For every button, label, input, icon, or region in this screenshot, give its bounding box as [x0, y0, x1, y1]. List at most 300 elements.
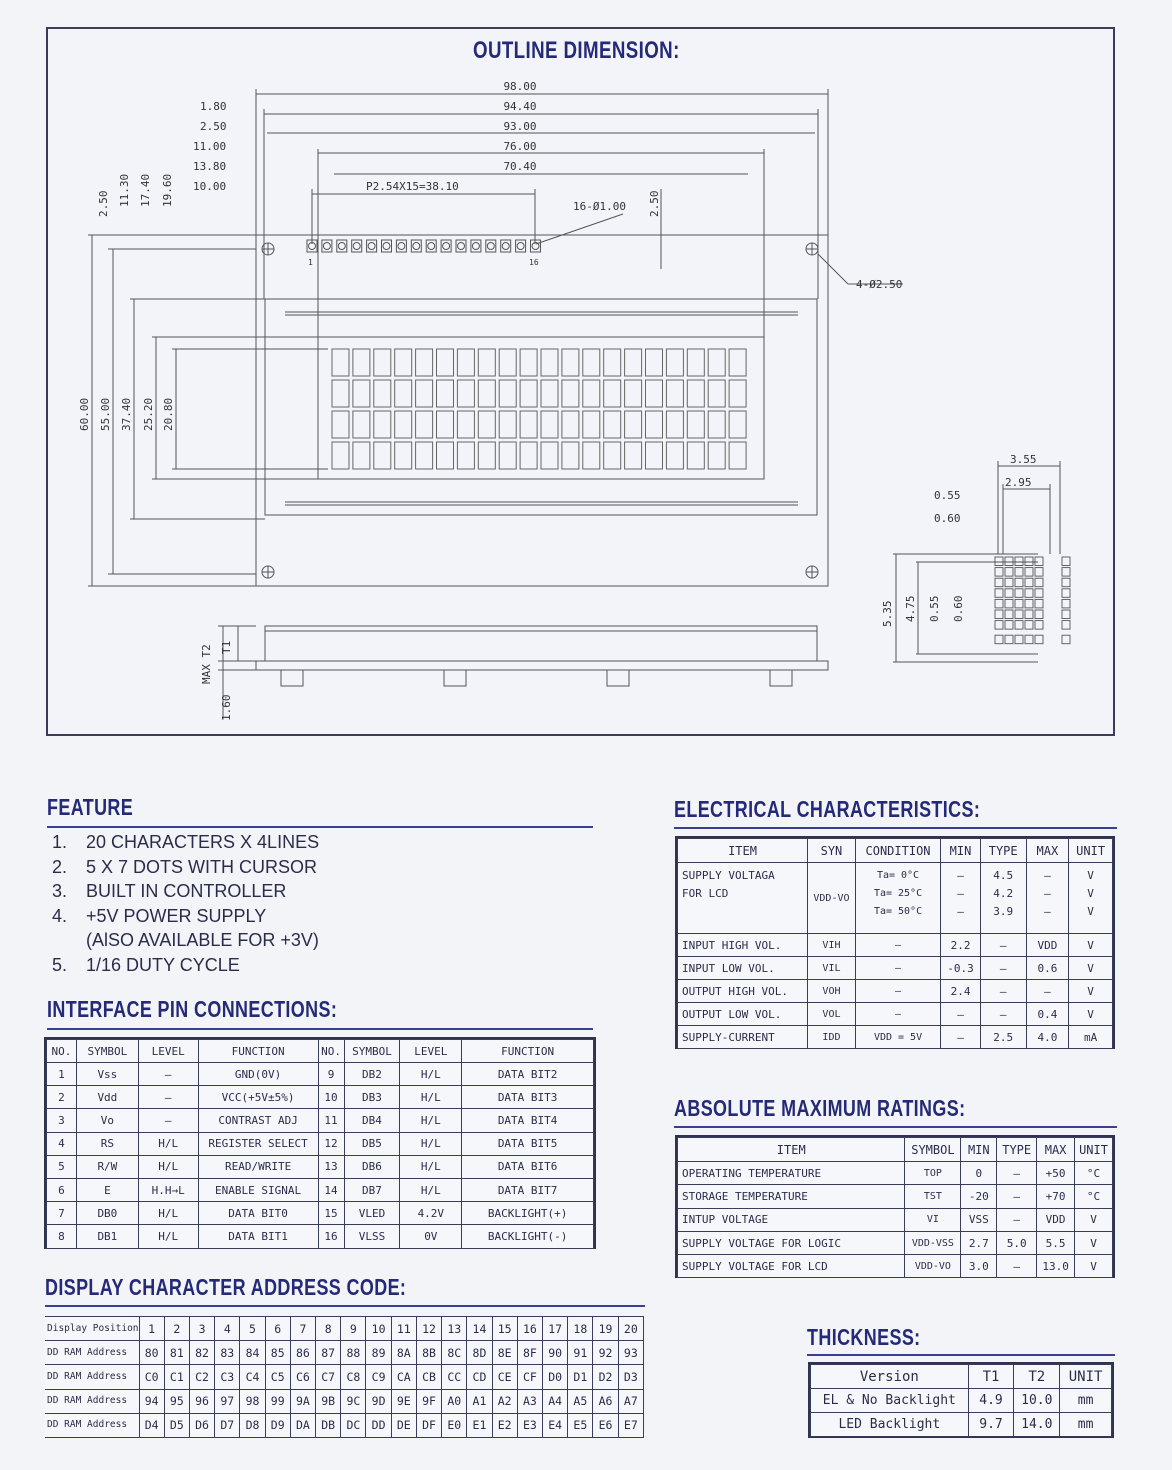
supply-types-value: 4.5	[993, 869, 1014, 882]
dot	[995, 589, 1003, 598]
side-label-t2: MAX T2	[200, 644, 213, 684]
cell: 18	[568, 1317, 593, 1341]
cell: 19	[593, 1317, 618, 1341]
cell: H.H→L	[138, 1178, 198, 1201]
character-cell	[395, 380, 412, 407]
dot	[1035, 610, 1043, 619]
dot	[1062, 635, 1070, 644]
table-row	[678, 1208, 1113, 1231]
cell: 14.0	[1014, 1413, 1060, 1437]
cell: 8F	[517, 1341, 542, 1365]
cell: INPUT LOW VOL.	[678, 957, 808, 980]
pins-table-frame	[44, 1037, 596, 1249]
cell: 96	[189, 1389, 214, 1413]
cell: 2	[47, 1086, 77, 1109]
cell: 4.2V	[400, 1202, 462, 1225]
character-cell	[416, 442, 433, 469]
pin-holes-label: 16-Ø1.00	[573, 200, 626, 213]
char-dim-v-2: 0.55	[928, 595, 941, 622]
dot	[995, 557, 1003, 566]
feature-num	[52, 928, 86, 953]
cell: R/W	[76, 1155, 138, 1178]
supply-maxs-value: —	[1044, 905, 1051, 918]
character-cell	[687, 442, 704, 469]
dim-left-3: 13.80	[193, 160, 227, 173]
table-row	[678, 1003, 1113, 1026]
cell: C2	[189, 1365, 214, 1389]
dot	[1025, 610, 1033, 619]
character-cell	[687, 380, 704, 407]
character-cell	[374, 380, 391, 407]
cell: 0.4	[1026, 1003, 1069, 1026]
cell: V	[1075, 1208, 1113, 1231]
cell: DATA BIT3	[462, 1086, 594, 1109]
table-row	[47, 1178, 594, 1201]
dim-vert-top-0: 2.50	[97, 190, 110, 217]
character-cell	[478, 380, 495, 407]
table-row	[678, 957, 1113, 980]
outline-title: OUTLINE DIMENSION:	[473, 37, 680, 64]
dim-height-3: 25.20	[142, 397, 155, 431]
dim-left-2: 11.00	[193, 140, 227, 153]
cell: C3	[215, 1365, 240, 1389]
cell: H/L	[400, 1155, 462, 1178]
character-cell	[625, 411, 642, 438]
dot	[1025, 621, 1033, 630]
cell: Vss	[76, 1063, 138, 1086]
dot	[995, 599, 1003, 608]
dot	[1015, 599, 1023, 608]
supply-maxs	[1026, 863, 1069, 934]
cell: A0	[442, 1389, 467, 1413]
cell: —	[1026, 980, 1069, 1003]
cell: V	[1069, 957, 1113, 980]
dim-left-1: 2.50	[200, 120, 227, 133]
feature-text: +5V POWER SUPPLY	[86, 905, 267, 926]
cell: 2.4	[941, 980, 981, 1003]
pin-hole	[353, 243, 360, 250]
pin-hole	[323, 243, 330, 250]
dot	[1025, 635, 1033, 644]
cell: H/L	[138, 1202, 198, 1225]
pin-hole	[458, 243, 465, 250]
character-cell	[374, 411, 391, 438]
supply-types-value: 3.9	[993, 905, 1014, 918]
cell: H/L	[400, 1132, 462, 1155]
cell: 83	[215, 1341, 240, 1365]
char-dim-h-3: 0.60	[934, 512, 961, 525]
character-cell	[499, 380, 516, 407]
pins-header: LEVEL	[138, 1040, 198, 1063]
cell: -0.3	[941, 957, 981, 980]
cell: TST	[905, 1185, 961, 1208]
cell: DB2	[344, 1063, 400, 1086]
cell: OUTPUT LOW VOL.	[678, 1003, 808, 1026]
table-row	[678, 1026, 1113, 1049]
character-cell	[395, 349, 412, 376]
cell: CD	[467, 1365, 492, 1389]
cell: VOH	[808, 980, 856, 1003]
char-dim-v-1: 4.75	[904, 595, 917, 622]
electrical-header: MAX	[1026, 839, 1069, 863]
dot	[1015, 635, 1023, 644]
dot	[1062, 578, 1070, 587]
cell: ENABLE SIGNAL	[198, 1178, 318, 1201]
dot	[1015, 621, 1023, 630]
pin-hole	[413, 243, 420, 250]
character-cell	[332, 349, 349, 376]
cell: 10.0	[1014, 1389, 1060, 1413]
cell: 9	[318, 1063, 344, 1086]
character-cell	[729, 442, 746, 469]
character-cell	[708, 380, 725, 407]
cell: VLED	[344, 1202, 400, 1225]
cell: VSS	[961, 1208, 997, 1231]
table-row	[47, 1132, 594, 1155]
table-row	[678, 934, 1113, 957]
cell: 82	[189, 1341, 214, 1365]
dot	[1062, 557, 1070, 566]
cell: CF	[517, 1365, 542, 1389]
cell: C5	[265, 1365, 290, 1389]
address-row	[45, 1341, 644, 1365]
cell: —	[855, 934, 940, 957]
cell: —	[941, 1026, 981, 1049]
cell: —	[855, 957, 940, 980]
absolute-header: MAX	[1037, 1138, 1075, 1162]
cell: VCC(+5V±5%)	[198, 1086, 318, 1109]
character-cell	[625, 380, 642, 407]
cell: 94	[139, 1389, 164, 1413]
cell: A5	[568, 1389, 593, 1413]
character-cell	[646, 380, 663, 407]
character-cell	[562, 380, 579, 407]
cell: D2	[593, 1365, 618, 1389]
cell: Vo	[76, 1109, 138, 1132]
cell: DE	[391, 1413, 416, 1437]
supply-units-value: V	[1087, 905, 1094, 918]
pin-last-label: 16	[529, 258, 539, 267]
cell: —	[980, 980, 1026, 1003]
character-cell	[687, 349, 704, 376]
feature-item	[52, 953, 319, 978]
cell: REGISTER SELECT	[198, 1132, 318, 1155]
cell: -20	[961, 1185, 997, 1208]
character-cell	[562, 349, 579, 376]
cell: 0.6	[1026, 957, 1069, 980]
cell: DATA BIT0	[198, 1202, 318, 1225]
character-cells	[332, 349, 746, 469]
cell: E3	[517, 1413, 542, 1437]
outline-drawing	[46, 27, 1115, 736]
dim-top-4: 70.40	[503, 160, 537, 173]
character-cell	[687, 411, 704, 438]
supply-maxs-value: —	[1044, 887, 1051, 900]
cell: 97	[215, 1389, 240, 1413]
character-cell	[416, 380, 433, 407]
character-cell	[562, 411, 579, 438]
cell: —	[980, 1003, 1026, 1026]
feature-num: 3.	[52, 881, 68, 902]
feature-text: 5 X 7 DOTS WITH CURSOR	[86, 856, 318, 877]
character-cell	[541, 442, 558, 469]
cell: 8D	[467, 1341, 492, 1365]
cell: RS	[76, 1132, 138, 1155]
dim-top-3: 76.00	[503, 140, 537, 153]
cell: VIH	[808, 934, 856, 957]
cell: 17	[543, 1317, 568, 1341]
cell: INTUP VOLTAGE	[678, 1208, 905, 1231]
cell: A2	[492, 1389, 517, 1413]
dot	[1062, 610, 1070, 619]
cell: C7	[316, 1365, 341, 1389]
cell: —	[138, 1063, 198, 1086]
cell: CE	[492, 1365, 517, 1389]
cell: V	[1069, 980, 1113, 1003]
cell: C6	[290, 1365, 315, 1389]
table-row	[811, 1413, 1112, 1437]
address-position-row	[45, 1317, 644, 1341]
cell: A3	[517, 1389, 542, 1413]
cell: 8	[316, 1317, 341, 1341]
cell: DB7	[344, 1178, 400, 1201]
cell: EL & No Backlight	[811, 1389, 969, 1413]
address-row-label: Display Position	[45, 1317, 139, 1341]
cell: DATA BIT2	[462, 1063, 594, 1086]
cell: °C	[1075, 1185, 1113, 1208]
cell: 14	[318, 1178, 344, 1201]
cell: D0	[543, 1365, 568, 1389]
cell: 5	[240, 1317, 265, 1341]
feature-item	[52, 855, 319, 880]
electrical-header: CONDITION	[855, 839, 940, 863]
cell: 5.5	[1037, 1231, 1075, 1254]
cell: —	[138, 1109, 198, 1132]
feature-num: 5.	[52, 954, 68, 975]
cell: BACKLIGHT(+)	[462, 1202, 594, 1225]
character-cell	[457, 349, 474, 376]
pins-header: SYMBOL	[76, 1040, 138, 1063]
cell: DB0	[76, 1202, 138, 1225]
cell: 9A	[290, 1389, 315, 1413]
dot	[1035, 578, 1043, 587]
cell: 84	[240, 1341, 265, 1365]
cell: C8	[341, 1365, 366, 1389]
supply-syn: VDD-VO	[808, 863, 856, 934]
electrical-table	[677, 838, 1113, 1049]
dim-height-0: 60.00	[78, 397, 91, 431]
cell: —	[855, 1003, 940, 1026]
cell: E7	[618, 1413, 643, 1437]
cell: E6	[593, 1413, 618, 1437]
dot	[995, 610, 1003, 619]
character-cell	[478, 411, 495, 438]
feature-num: 2.	[52, 856, 68, 877]
cell: °C	[1075, 1162, 1113, 1185]
supply-conds-value: Ta= 0°C	[876, 870, 920, 881]
supply-conds	[855, 863, 940, 934]
cell: SUPPLY VOLTAGE FOR LCD	[678, 1255, 905, 1278]
cell: 5	[47, 1155, 77, 1178]
absolute-title: ABSOLUTE MAXIMUM RATINGS:	[674, 1095, 966, 1121]
supply-mins	[941, 863, 981, 934]
cell: DATA BIT6	[462, 1155, 594, 1178]
dot	[1015, 578, 1023, 587]
cell: DF	[416, 1413, 441, 1437]
cell: 3	[47, 1109, 77, 1132]
cell: 16	[318, 1225, 344, 1248]
cell: 20	[618, 1317, 643, 1341]
cell: Vdd	[76, 1086, 138, 1109]
character-cell	[437, 380, 454, 407]
dot	[1035, 635, 1043, 644]
cell: BACKLIGHT(-)	[462, 1225, 594, 1248]
character-cell	[541, 411, 558, 438]
cell: 4.9	[968, 1389, 1014, 1413]
cell: 99	[265, 1389, 290, 1413]
character-cell	[499, 442, 516, 469]
dim-left-0: 1.80	[200, 100, 227, 113]
cell: VLSS	[344, 1225, 400, 1248]
table-row	[47, 1202, 594, 1225]
character-cell	[353, 411, 370, 438]
cell: 5.0	[997, 1231, 1037, 1254]
character-cell	[520, 349, 537, 376]
dot	[1062, 589, 1070, 598]
character-cell	[437, 349, 454, 376]
address-row	[45, 1389, 644, 1413]
table-row	[678, 980, 1113, 1003]
dot	[1025, 589, 1033, 598]
character-cell	[332, 380, 349, 407]
cell: H/L	[138, 1132, 198, 1155]
char-dim-v-3: 0.60	[952, 595, 965, 622]
cell: READ/WRITE	[198, 1155, 318, 1178]
absolute-table-frame	[675, 1135, 1115, 1278]
cell: 8	[47, 1225, 77, 1248]
cell: INPUT HIGH VOL.	[678, 934, 808, 957]
supply-item-2: FOR LCD	[682, 887, 729, 900]
electrical-title: ELECTRICAL CHARACTERISTICS:	[674, 796, 981, 822]
cell: VOL	[808, 1003, 856, 1026]
dot	[1035, 621, 1043, 630]
address-row-label: DD RAM Address	[45, 1365, 139, 1389]
cell: C4	[240, 1365, 265, 1389]
cell: 81	[164, 1341, 189, 1365]
cell: —	[941, 1003, 981, 1026]
pin-hole	[368, 243, 375, 250]
cell: 89	[366, 1341, 391, 1365]
cell: 7	[290, 1317, 315, 1341]
cell: 2	[164, 1317, 189, 1341]
pins-header: FUNCTION	[198, 1040, 318, 1063]
cell: 9E	[391, 1389, 416, 1413]
cell: DB4	[344, 1109, 400, 1132]
pin-first-label: 1	[308, 258, 313, 267]
dim-right-gap: 2.50	[648, 190, 661, 217]
cell: 10	[366, 1317, 391, 1341]
electrical-header: TYPE	[980, 839, 1026, 863]
character-cell	[374, 349, 391, 376]
character-cell	[604, 349, 621, 376]
cell: DATA BIT5	[462, 1132, 594, 1155]
cell: CC	[442, 1365, 467, 1389]
cell: 3.0	[961, 1255, 997, 1278]
character-cell	[520, 411, 537, 438]
cell: H/L	[400, 1178, 462, 1201]
cell: D1	[568, 1365, 593, 1389]
feature-list	[52, 830, 319, 978]
character-cell	[583, 349, 600, 376]
character-cell	[708, 411, 725, 438]
cell: 15	[318, 1202, 344, 1225]
dim-vert-top-1: 11.30	[118, 173, 131, 207]
pin-hole	[428, 243, 435, 250]
pin-hole	[502, 243, 509, 250]
cell: E1	[467, 1413, 492, 1437]
cell: OPERATING TEMPERATURE	[678, 1162, 905, 1185]
cell: 80	[139, 1341, 164, 1365]
cell: GND(0V)	[198, 1063, 318, 1086]
cell: 15	[492, 1317, 517, 1341]
character-cell	[666, 349, 683, 376]
character-cell	[332, 442, 349, 469]
cell: 8A	[391, 1341, 416, 1365]
cell: D7	[215, 1413, 240, 1437]
dim-vert-top-3: 19.60	[161, 173, 174, 207]
supply-maxs-value: —	[1044, 869, 1051, 882]
character-cell	[499, 349, 516, 376]
pins-rule	[47, 1028, 593, 1030]
cell: TOP	[905, 1162, 961, 1185]
dot	[1062, 621, 1070, 630]
cell: 9D	[366, 1389, 391, 1413]
dot	[995, 578, 1003, 587]
address-row-label: DD RAM Address	[45, 1341, 139, 1365]
address-row-label: DD RAM Address	[45, 1389, 139, 1413]
supply-units	[1069, 863, 1113, 934]
supply-mins-value: —	[957, 887, 964, 900]
cell: 12	[416, 1317, 441, 1341]
cell: 95	[164, 1389, 189, 1413]
character-cell	[395, 442, 412, 469]
character-cell	[729, 411, 746, 438]
cell: —	[997, 1208, 1037, 1231]
dot	[1025, 578, 1033, 587]
cell: E	[76, 1178, 138, 1201]
dim-top-2: 93.00	[503, 120, 537, 133]
pin-hole	[487, 243, 494, 250]
address-rule	[45, 1305, 645, 1307]
pin-hole	[472, 243, 479, 250]
electrical-rule	[674, 827, 1117, 829]
cell: DB	[316, 1413, 341, 1437]
cell: SUPPLY VOLTAGE FOR LOGIC	[678, 1231, 905, 1254]
electrical-table-frame	[675, 836, 1115, 1049]
supply-conds-value: Ta= 50°C	[873, 906, 923, 917]
dot	[1005, 578, 1013, 587]
character-cell	[457, 380, 474, 407]
table-row	[47, 1225, 594, 1248]
dot	[1005, 568, 1013, 577]
dot	[1005, 599, 1013, 608]
character-cell	[520, 380, 537, 407]
cell: —	[980, 957, 1026, 980]
cell: VI	[905, 1208, 961, 1231]
character-cell	[395, 411, 412, 438]
cell: 2.2	[941, 934, 981, 957]
electrical-header: MIN	[941, 839, 981, 863]
